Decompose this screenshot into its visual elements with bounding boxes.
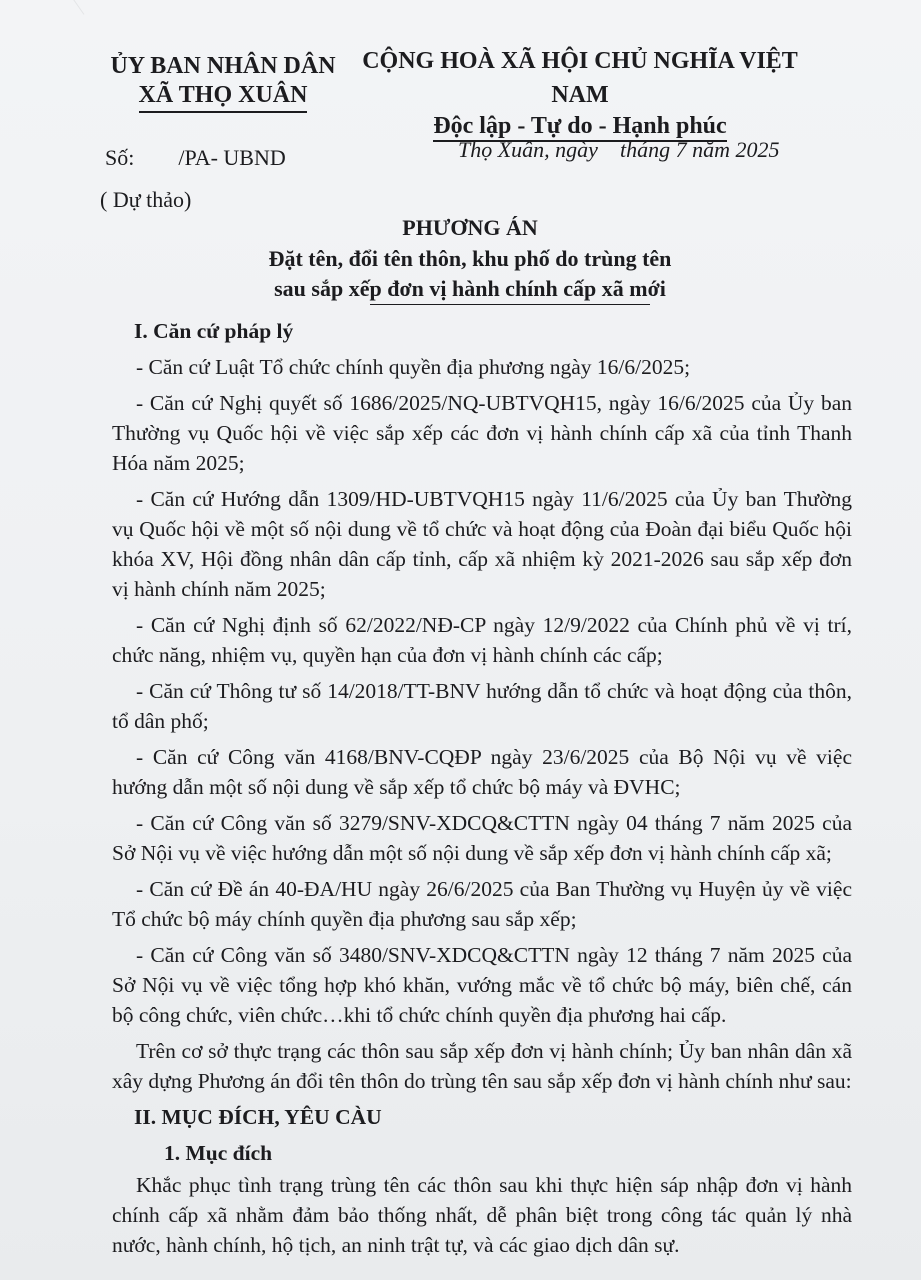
national-title: CỘNG HOÀ XÃ HỘI CHỦ NGHĨA VIỆT NAM xyxy=(362,48,798,108)
issuer-commune: XÃ THỌ XUÂN xyxy=(139,81,308,113)
subsection-purpose-heading: 1. Mục đích xyxy=(164,1141,273,1165)
title-line-2: Đặt tên, đổi tên thôn, khu phố do trùng tên xyxy=(268,246,672,271)
legal-basis-item: - Căn cứ Nghị định số 62/2022/NĐ-CP ngày 12/9/2022 của Chính phủ về vị trí, chức năng, nhiệm vụ, quyền hạn của đơn vị hành chính các cấp; xyxy=(112,613,852,667)
paper-fold xyxy=(0,0,84,49)
date-place: Thọ Xuân, ngày xyxy=(458,137,598,162)
draft-label: ( Dự thảo) xyxy=(100,187,192,212)
title-underline xyxy=(370,304,650,305)
national-motto: Độc lập - Tự do - Hạnh phúc xyxy=(433,112,726,142)
document-number xyxy=(105,145,286,171)
legal-basis-item: - Căn cứ Luật Tổ chức chính quyền địa phương ngày 16/6/2025; xyxy=(136,355,691,379)
document-date xyxy=(458,137,779,163)
issuer-block xyxy=(108,52,338,113)
legal-basis-item: - Căn cứ Hướng dẫn 1309/HD-UBTVQH15 ngày 11/6/2025 của Ủy ban Thường vụ Quốc hội về một số nội dung về tổ chức và hoạt động của Đoàn đại biểu Quốc hội khóa XV, Hội đồng nhân dân cấp tỉnh, cấp xã nhiệm kỳ 2021-2026 sau sắp xếp đơn vị hành chính năm 2025; xyxy=(112,487,852,601)
purpose-paragraph: Khắc phục tình trạng trùng tên các thôn sau khi thực hiện sáp nhập đơn vị hành chính cấp xã nhằm đảm bảo thống nhất, dễ phân biệt trong công tác quản lý nhà nước, hành chính, hộ tịch, an ninh trật tự, và các giao dịch dân sự. xyxy=(112,1173,852,1257)
document-body xyxy=(112,312,852,1266)
legal-basis-item: - Căn cứ Đề án 40-ĐA/HU ngày 26/6/2025 của Ban Thường vụ Huyện ủy về việc Tổ chức bộ máy chính quyền địa phương sau sắp xếp; xyxy=(112,877,852,931)
title-line-3: sau sắp xếp đơn vị hành chính cấp xã mới xyxy=(274,276,666,301)
legal-basis-item: - Căn cứ Công văn số 3279/SNV-XDCQ&CTTN ngày 04 tháng 7 năm 2025 của Sở Nội vụ về việc hướng dẫn một số nội dung về sắp xếp đơn vị hành chính cấp xã; xyxy=(112,811,852,865)
national-header xyxy=(340,44,820,146)
legal-basis-item: - Căn cứ Công văn 4168/BNV-CQĐP ngày 23/6/2025 của Bộ Nội vụ về việc hướng dẫn một số nội dung về sắp xếp tổ chức bộ máy và ĐVHC; xyxy=(112,745,852,799)
section-2-heading: II. MỤC ĐÍCH, YÊU CÀU xyxy=(134,1105,382,1129)
section-1-heading: I. Căn cứ pháp lý xyxy=(134,319,294,343)
date-rest: tháng 7 năm 2025 xyxy=(619,137,780,162)
title-heading: PHƯƠNG ÁN xyxy=(402,215,538,240)
document-title xyxy=(200,212,740,305)
legal-basis-item: - Căn cứ Thông tư số 14/2018/TT-BNV hướng dẫn tổ chức và hoạt động của thôn, tổ dân phố; xyxy=(112,679,852,733)
legal-basis-item: - Căn cứ Công văn số 3480/SNV-XDCQ&CTTN ngày 12 tháng 7 năm 2025 của Sở Nội vụ về việc tổng hợp khó khăn, vướng mắc về tổ chức bộ máy, biên chế, cán bộ công chức, viên chức…khi tổ chức chính quyền địa phương hai cấp. xyxy=(112,943,852,1027)
issuer-name: ỦY BAN NHÂN DÂN xyxy=(110,53,336,79)
number-suffix: /PA- UBND xyxy=(178,145,286,170)
number-label: Số: xyxy=(105,145,135,170)
legal-basis-item: - Căn cứ Nghị quyết số 1686/2025/NQ-UBTVQH15, ngày 16/6/2025 của Ủy ban Thường vụ Quốc hội về việc sắp xếp các đơn vị hành chính cấp xã của tỉnh Thanh Hóa năm 2025; xyxy=(112,391,852,475)
intro-paragraph: Trên cơ sở thực trạng các thôn sau sắp xếp đơn vị hành chính; Ủy ban nhân dân xã xây dựng Phương án đổi tên thôn do trùng tên sau sắp xếp đơn vị hành chính như sau: xyxy=(112,1039,852,1093)
